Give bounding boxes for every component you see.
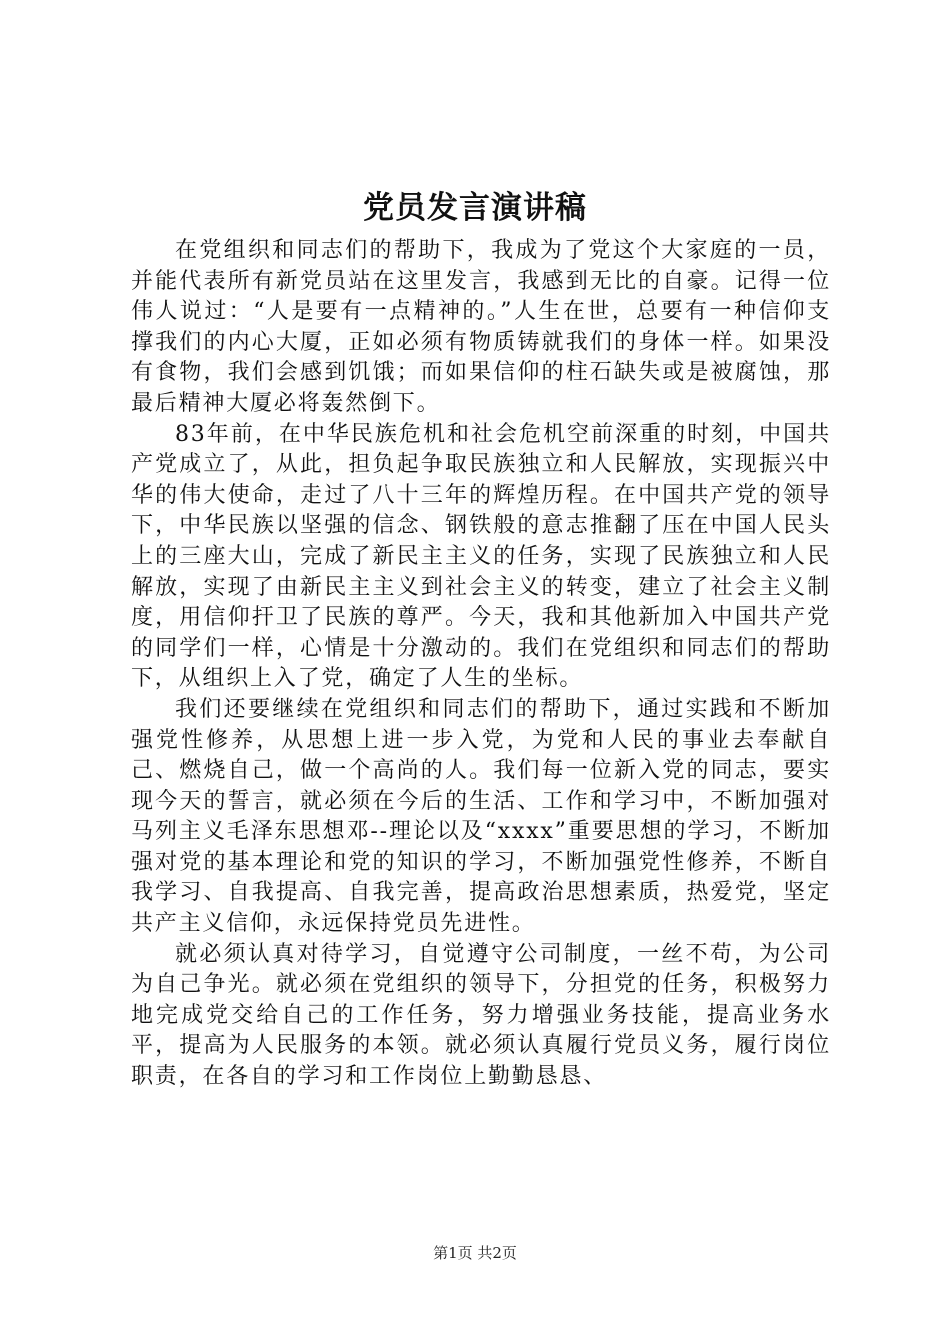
paragraph: 83年前，在中华民族危机和社会危机空前深重的时刻，中国共产党成立了，从此，担负起争取民族独立和人民解放，实现振兴中华的伟大使命，走过了八十三年的辉煌历程。在中国共产党的领导下，中华民族以坚强的信念、钢铁般的意志推翻了压在中国人民头上的三座大山，完成了新民主主义的任务，实现了民族独立和人民解放，实现了由新民主主义到社会主义的转变，建立了社会主义制度，用信仰扞卫了民族的尊严。今天，我和其他新加入中国共产党的同学们一样，心情是十分激动的。我们在党组织和同志们的帮助下，从组织上入了党，确定了人生的坐标。: [131, 421, 831, 692]
paragraph: 我们还要继续在党组织和同志们的帮助下，通过实践和不断加强党性修养，从思想上进一步入党，为党和人民的事业去奉献自己、燃烧自己，做一个高尚的人。我们每一位新入党的同志，要实现今天的誓言，就必须在今后的生活、工作和学习中，不断加强对马列主义毛泽东思想邓--理论以及“xxxx”重要思想的学习，不断加强对党的基本理论和党的知识的学习，不断加强党性修养，不断自我学习、自我提高、自我完善，提高政治思想素质，热爱党，坚定共产主义信仰，永远保持党员先进性。: [131, 696, 831, 937]
paragraph: 在党组织和同志们的帮助下，我成为了党这个大家庭的一员，并能代表所有新党员站在这里发言，我感到无比的自豪。记得一位伟人说过：“人是要有一点精神的。”人生在世，总要有一种信仰支撑我们的内心大厦，正如必须有物质铸就我们的身体一样。如果没有食物，我们会感到饥饿；而如果信仰的柱石缺失或是被腐蚀，那最后精神大厦必将轰然倒下。: [131, 238, 831, 416]
paragraph: 就必须认真对待学习，自觉遵守公司制度，一丝不苟，为公司为自己争光。就必须在党组织的领导下，分担党的任务，积极努力地完成党交给自己的工作任务，努力增强业务技能，提高业务水平，提高为人民服务的本领。就必须认真履行党员义务，履行岗位职责，在各自的学习和工作岗位上勤勤恳恳、: [131, 941, 831, 1090]
page-footer: 第1页 共2页: [433, 1244, 517, 1262]
document-body: [131, 236, 831, 1093]
document-title: 党员发言演讲稿: [363, 190, 587, 226]
